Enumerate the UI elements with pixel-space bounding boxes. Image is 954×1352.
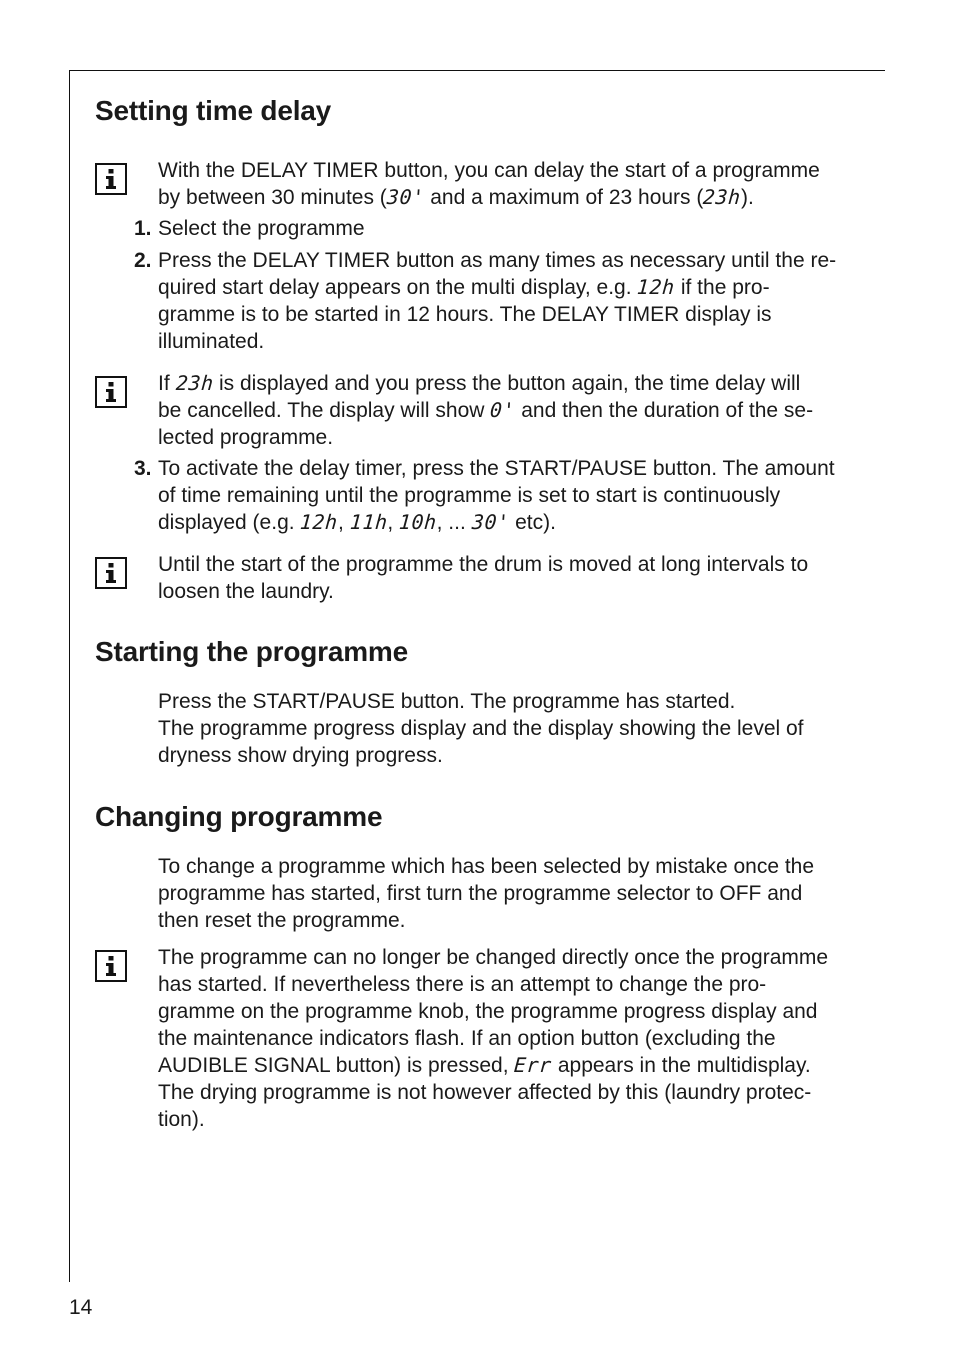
heading-setting-time-delay: Setting time delay [95,95,332,126]
changing-programme-text: To change a programme which has been selected by mistake once the programme has started, first turn the programme selector to OFF and then reset the programme. [158,855,815,932]
top-rule [69,70,885,71]
step-1-text: Select the programme [158,217,365,240]
display-11h: 11h [348,510,389,534]
page-number: 14 [69,1296,93,1319]
step-2-text: Press the DELAY TIMER button as many times as necessary until the re- quired start delay appears on the multi display, e.g. 12h if the pro- gramme is to be started in 12 hours. The DELAY TIMER display is illuminated. [158,249,837,353]
display-23-hours: 23h [702,185,742,209]
heading-starting-programme: Starting the programme [95,636,408,667]
info-icon [95,376,127,408]
display-12h: 12h [299,510,339,534]
info-icon [95,950,127,982]
change-info-text: The programme can no longer be changed directly once the programme has started. If nevertheless there is an attempt to change the pro- gramme on the programme knob, the programme progress display and the maintenance indicators flash. If an option button (excluding the AUDIBLE SIGNAL button) is pressed, Err appears in the multidisplay. The drying programme is not however affected by this (laundry protec- tion). [158,946,829,1131]
info-icon [95,557,127,589]
display-12-hours: 12h [636,275,676,299]
starting-programme-text: Press the START/PAUSE button. The programme has started. The programme progress display and the display showing the level of dryness show drying progress. [158,690,804,767]
cancel-info-text: If 23h is displayed and you press the button again, the time delay will be cancelled. The display will show 0' and then the duration of the se- lected programme. [158,371,814,449]
display-23-hours: 23h [174,371,215,395]
step-3-text: To activate the delay timer, press the START/PAUSE button. The amount of time remaining until the programme is set to start is continuously displayed (e.g. 12h, 11h, 10h, ... 30' etc). [158,457,835,534]
step-number-1: 1. [134,217,152,240]
display-10h: 10h [398,510,438,534]
step-number-2: 2. [134,249,152,272]
heading-changing-programme: Changing programme [95,801,383,832]
drum-info-text: Until the start of the programme the drum is moved at long intervals to loosen the laundry. [158,553,809,603]
info-icon [95,163,127,195]
display-err: Err [513,1053,553,1077]
display-zero: 0' [489,398,517,422]
left-rule [69,70,70,1282]
delay-info-text: With the DELAY TIMER button, you can delay the start of a programme by between 30 minutes (30' and a maximum of 23 hours (23h). [158,159,820,209]
step-number-3: 3. [134,457,152,480]
display-30-min: 30' [385,185,426,209]
display-30-min: 30' [470,510,511,534]
